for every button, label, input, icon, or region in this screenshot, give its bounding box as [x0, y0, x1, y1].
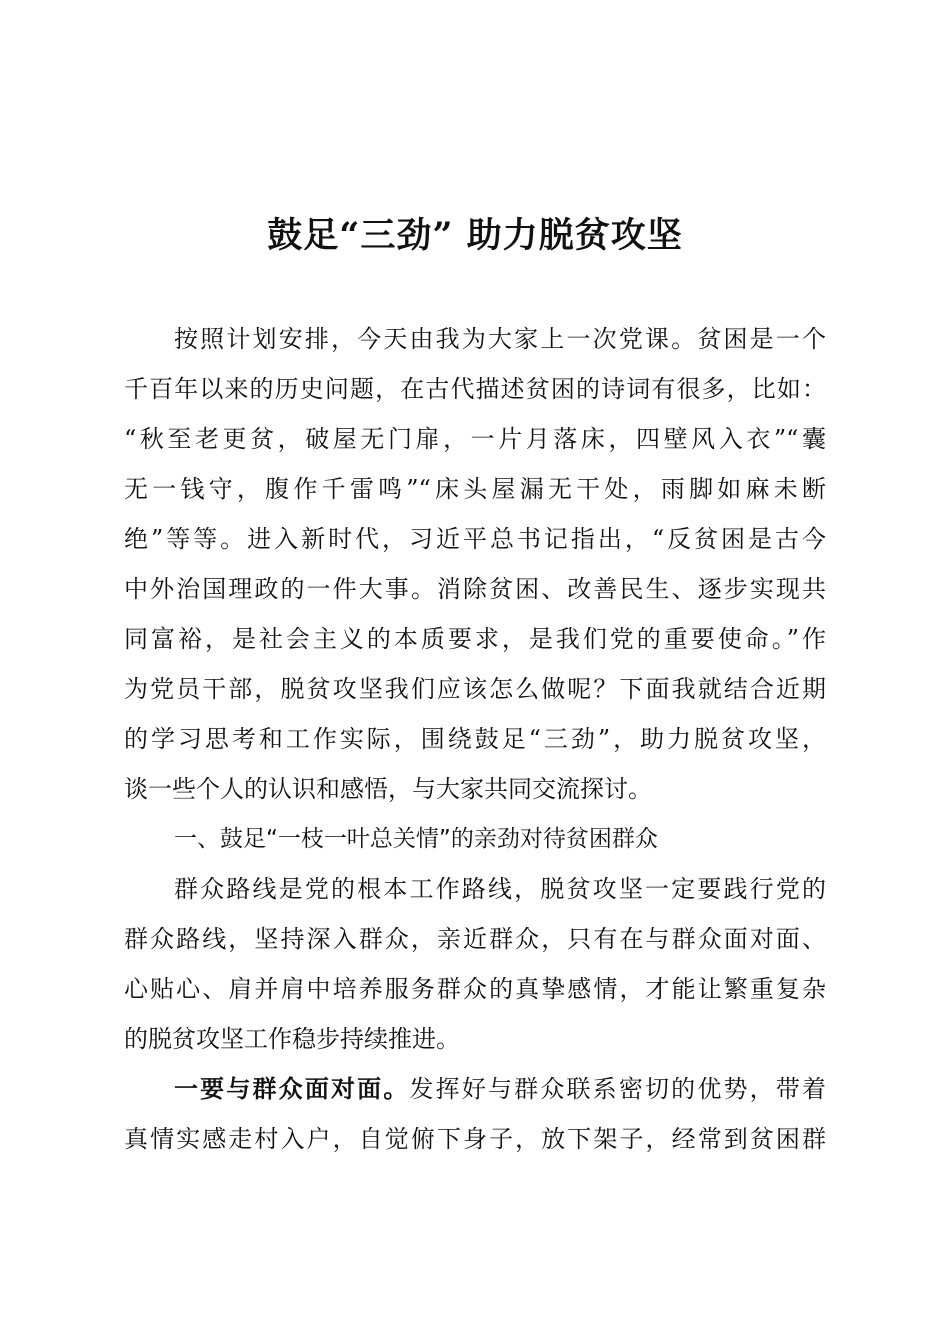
paragraph-line: 谈一些个人的认识和感悟，与大家共同交流探讨。 — [124, 775, 652, 803]
paragraph-line-with-lead — [124, 1064, 826, 1114]
paragraph-line: 心贴心、肩并肩中培养服务群众的真挚感情，才能让繁重复杂 — [124, 975, 826, 1003]
paragraph-line: 同富裕，是社会主义的本质要求，是我们党的重要使命。”作 — [124, 625, 826, 653]
paragraph-line: 千百年以来的历史问题，在古代描述贫困的诗词有很多，比如： — [124, 375, 826, 403]
paragraph-line: 为党员干部，脱贫攻坚我们应该怎么做呢？下面我就结合近期 — [124, 675, 826, 703]
paragraph-line: “秋至老更贫，破屋无门扉，一片月落床，四壁风入衣”“囊 — [124, 425, 826, 453]
point-body-text: 发挥好与群众联系密切的优势，带着 — [409, 1075, 826, 1103]
paragraph-line: 的脱贫攻坚工作稳步持续推进。 — [124, 1025, 460, 1053]
paragraph-line: 绝”等等。进入新时代，习近平总书记指出，“反贫困是古今 — [124, 525, 826, 553]
paragraph-line: 无一钱守，腹作千雷鸣”“床头屋漏无干处，雨脚如麻未断 — [124, 475, 826, 503]
document-title: 鼓足“三劲” 助力脱贫攻坚 — [267, 215, 683, 256]
paragraph-line: 按照计划安排，今天由我为大家上一次党课。贫困是一个 — [174, 325, 826, 353]
paragraph-line: 群众路线是党的根本工作路线，脱贫攻坚一定要践行党的 — [174, 875, 826, 903]
paragraph-line: 的学习思考和工作实际，围绕鼓足“三劲”，助力脱贫攻坚， — [124, 725, 826, 753]
point-lead-text: 一要与群众面对面。 — [174, 1075, 410, 1103]
paragraph-line: 群众路线，坚持深入群众，亲近群众，只有在与群众面对面、 — [124, 925, 826, 953]
document-body — [124, 314, 826, 1164]
paragraph-line: 中外治国理政的一件大事。消除贫困、改善民生、逐步实现共 — [124, 575, 826, 603]
section-heading: 一、鼓足“一枝一叶总关情”的亲劲对待贫困群众 — [174, 826, 658, 852]
paragraph-line: 真情实感走村入户，自觉俯下身子，放下架子，经常到贫困群 — [124, 1125, 826, 1153]
